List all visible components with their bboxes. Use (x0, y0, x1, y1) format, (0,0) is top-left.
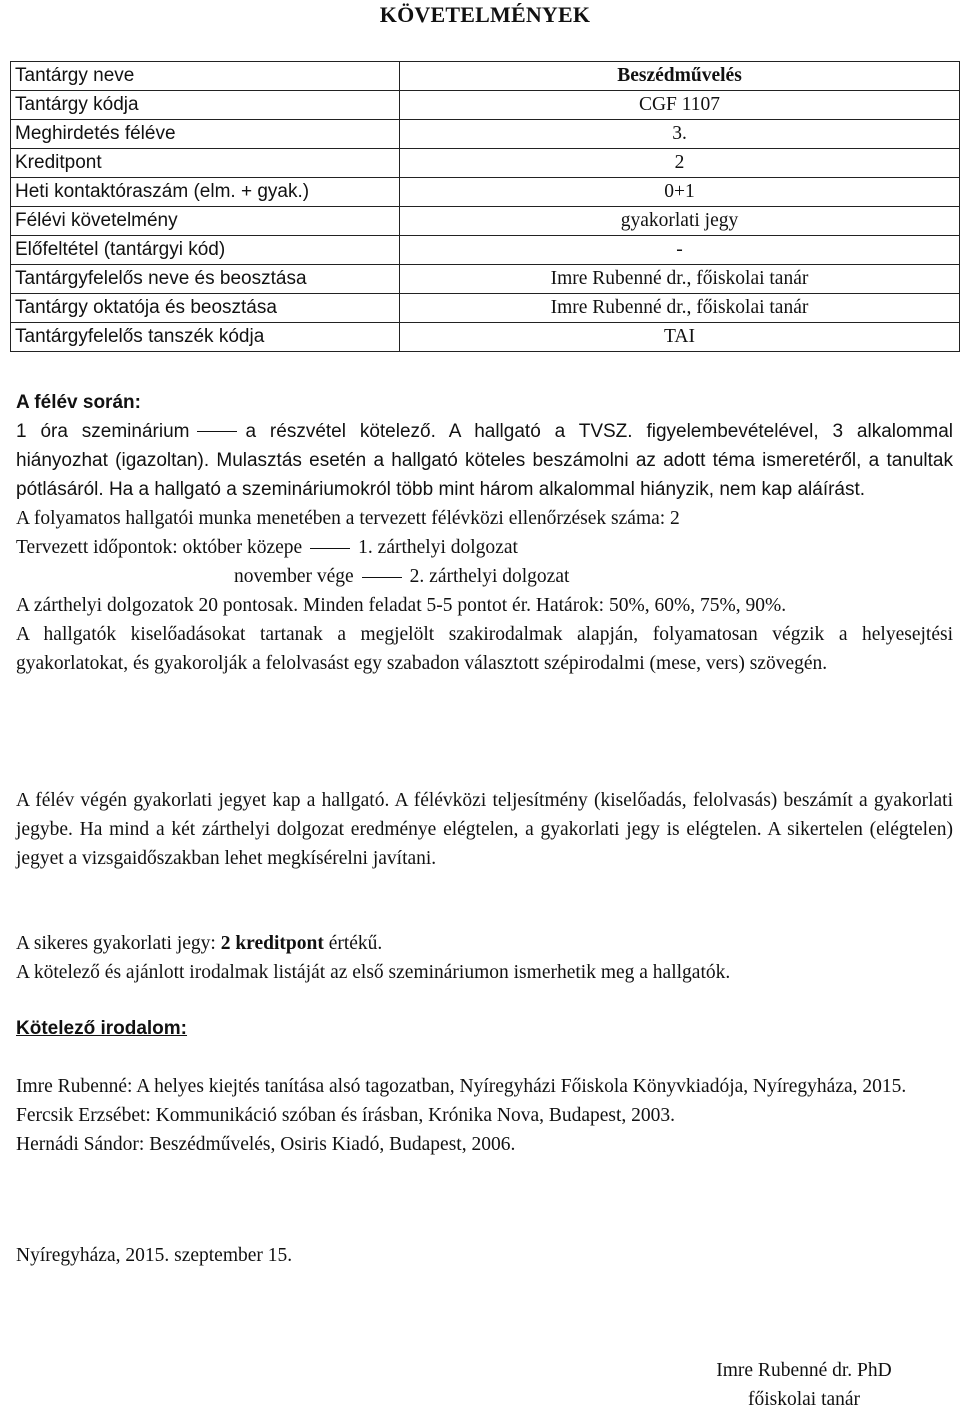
document-page (15, 0, 954, 1266)
info-label: Tantárgy kódja (11, 91, 400, 120)
credit-section (16, 929, 953, 987)
course-info-table (10, 61, 960, 352)
literature-item: Imre Rubenné: A helyes kiejtés tanítása alsó tagozatban, Nyíregyházi Főiskola Könyvkiadója, Nyíregyháza, 2015. (16, 1076, 907, 1097)
info-value: gyakorlati jegy (400, 207, 960, 236)
seminar-hours: 1 óra szeminárium (16, 421, 190, 442)
planned-dates-row-2: november vége 2. zárthelyi dolgozat (234, 566, 570, 587)
info-value: 3. (400, 120, 960, 149)
info-row (11, 120, 960, 149)
end-of-semester-section (16, 786, 953, 873)
info-row (11, 149, 960, 178)
info-row (11, 91, 960, 120)
info-label: Tantárgyfelelős neve és beosztása (11, 265, 400, 294)
info-label: Félévi követelmény (11, 207, 400, 236)
info-label: Tantárgy neve (11, 62, 400, 91)
planned-dates-row: Tervezett időpontok: október közepe 1. zárthelyi dolgozat (16, 537, 518, 558)
credit-line: A sikeres gyakorlati jegy: 2 kreditpont értékű. (16, 933, 383, 954)
tests-count: A folyamatos hallgatói munka menetében a tervezett félévközi ellenőrzések száma: 2 (16, 508, 680, 529)
info-row (11, 265, 960, 294)
semester-section (16, 388, 953, 678)
info-label: Kreditpont (11, 149, 400, 178)
dash-separator (197, 431, 237, 432)
signature-position: főiskolai tanár (747, 1389, 861, 1410)
attendance-paragraph (16, 417, 953, 504)
info-label: Tantárgy oktatója és beosztása (11, 294, 400, 323)
info-row (11, 178, 960, 207)
credit-value: 2 kreditpont (220, 933, 324, 954)
points-paragraph: A zárthelyi dolgozatok 20 pontosak. Minden feladat 5-5 pontot ér. Határok: 50%, 60%, 75%, 90%. (16, 595, 787, 616)
literature-item: Hernádi Sándor: Beszédművelés, Osiris Kiadó, Budapest, 2006. (16, 1134, 516, 1155)
info-row (11, 236, 960, 265)
signature-block (664, 1356, 944, 1414)
info-value: Beszédművelés (400, 62, 960, 91)
presentations-paragraph: A hallgatók kiselőadásokat tartanak a megjelölt szakirodalmak alapján, folyamatosan végzik a helyesejtési gyakorlatokat, és gyakorolják a felolvasást egy szabadon választott szépirodalmi (mese, vers) szövegén. (16, 624, 953, 674)
literature-note: A kötelező és ajánlott irodalmak listáját az első szemináriumon ismerhetik meg a hallgatók. (16, 962, 731, 983)
info-row (11, 323, 960, 352)
literature-item: Fercsik Erzsébet: Kommunikáció szóban és írásban, Krónika Nova, Budapest, 2003. (16, 1105, 676, 1126)
info-value: Imre Rubenné dr., főiskolai tanár (400, 294, 960, 323)
info-value: - (400, 236, 960, 265)
place-date: Nyíregyháza, 2015. szeptember 15. (16, 1245, 293, 1266)
end-paragraph: A félév végén gyakorlati jegyet kap a hallgató. A félévközi teljesítmény (kiselőadás, felolvasás) beszámít a gyakorlati jegybe. Ha mind a két zárthelyi dolgozat eredménye elégtelen, a gyakorlati jegy is elégtelen. A sikertelen (elégtelen) jegyet a vizsgaidőszakban lehet megkísérelni javítani. (16, 790, 953, 869)
info-value: TAI (400, 323, 960, 352)
info-row (11, 294, 960, 323)
info-label: Tantárgyfelelős tanszék kódja (11, 323, 400, 352)
literature-list (16, 1072, 953, 1159)
info-value: 0+1 (400, 178, 960, 207)
info-label: Meghirdetés féléve (11, 120, 400, 149)
attendance-text: a részvétel kötelező. A hallgató a TVSZ. figyelembevételével, 3 alkalommal hiányozhat (igazoltan). Mulasztás esetén a hallgató köteles beszámolni az adott téma ismeretéről, a tanultak pótlásáról. Ha a hallgató a szemináriumokról több mint három alkalommal hiányzik, nem kap aláírást. (16, 421, 953, 500)
info-label: Heti kontaktóraszám (elm. + gyak.) (11, 178, 400, 207)
info-value: CGF 1107 (400, 91, 960, 120)
document-title: KÖVETELMÉNYEK (379, 2, 591, 27)
info-value: Imre Rubenné dr., főiskolai tanár (400, 265, 960, 294)
info-label: Előfeltétel (tantárgyi kód) (11, 236, 400, 265)
literature-heading: Kötelező irodalom: (16, 1018, 188, 1039)
info-row (11, 62, 960, 91)
signature-name: Imre Rubenné dr. PhD (716, 1360, 892, 1381)
info-row (11, 207, 960, 236)
info-value: 2 (400, 149, 960, 178)
semester-heading: A félév során: (16, 392, 141, 413)
literature-section (16, 1014, 953, 1159)
